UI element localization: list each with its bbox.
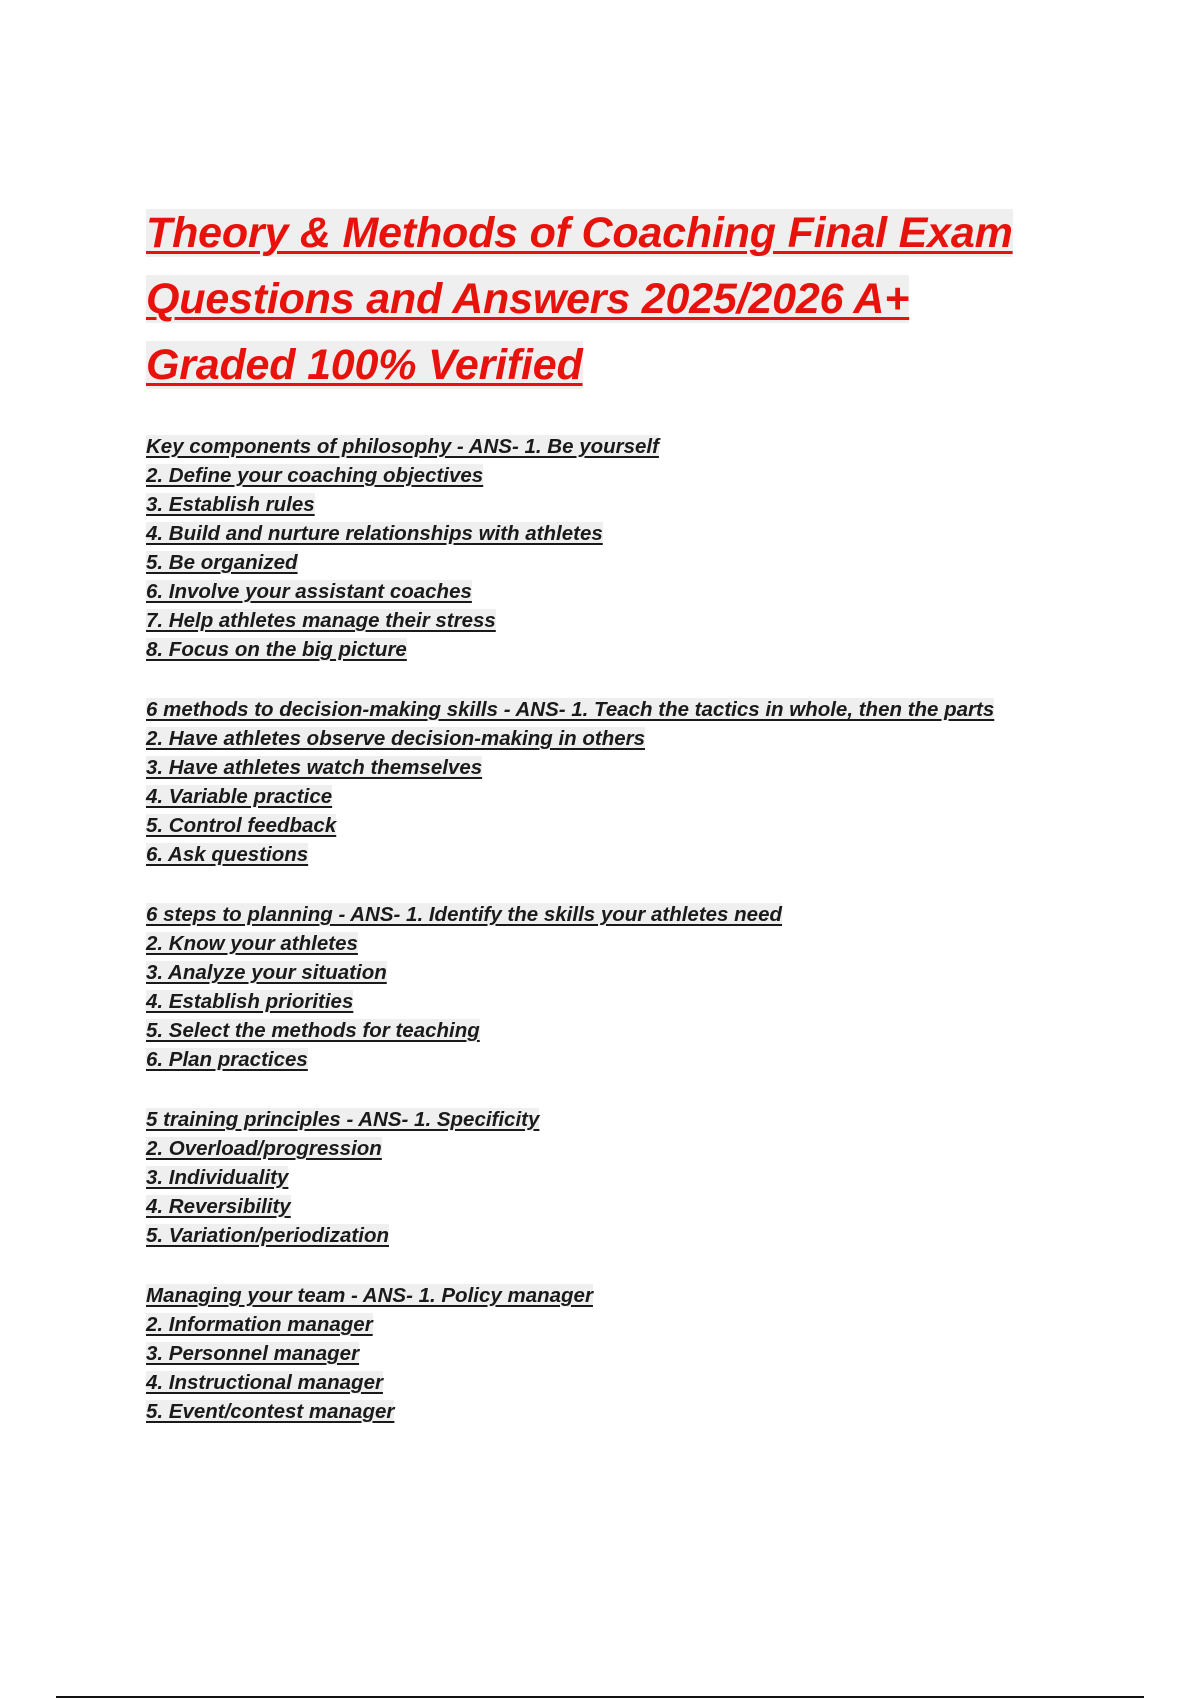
- qa-answer-item: 4. Establish priorities: [146, 990, 354, 1013]
- qa-answer-item: 4. Instructional manager: [146, 1371, 383, 1394]
- qa-answer-item: 6. Involve your assistant coaches: [146, 580, 472, 603]
- qa-answer-item: 3. Establish rules: [146, 493, 315, 516]
- qa-answer-item: 5. Event/contest manager: [146, 1400, 395, 1423]
- qa-answer-item: 4. Reversibility: [146, 1195, 291, 1218]
- qa-answer-item: 7. Help athletes manage their stress: [146, 609, 496, 632]
- qa-question: Managing your team - ANS- 1. Policy manager: [146, 1284, 593, 1307]
- qa-content: [146, 432, 1106, 1457]
- qa-answer-item: 3. Personnel manager: [146, 1342, 360, 1365]
- qa-answer-item: 3. Individuality: [146, 1166, 289, 1189]
- qa-answer-item: 2. Define your coaching objectives: [146, 464, 484, 487]
- qa-question: 6 methods to decision-making skills - ANS- 1. Teach the tactics in whole, then the parts: [146, 698, 995, 721]
- title-line: Questions and Answers 2025/2026 A+: [146, 275, 910, 323]
- title-line: Theory & Methods of Coaching Final Exam: [146, 209, 1013, 257]
- qa-question: 6 steps to planning - ANS- 1. Identify the skills your athletes need: [146, 903, 783, 926]
- qa-answer-item: 5. Be organized: [146, 551, 298, 574]
- qa-block: [146, 695, 1106, 869]
- qa-answer-item: 3. Have athletes watch themselves: [146, 756, 483, 779]
- qa-answer-item: 4. Variable practice: [146, 785, 333, 808]
- qa-answer-item: 5. Select the methods for teaching: [146, 1019, 480, 1042]
- qa-answer-item: 8. Focus on the big picture: [146, 638, 407, 661]
- qa-question: Key components of philosophy - ANS- 1. Be yourself: [146, 435, 659, 458]
- qa-answer-item: 6. Ask questions: [146, 843, 309, 866]
- document-title: [146, 200, 1106, 398]
- qa-block: [146, 900, 1106, 1074]
- qa-answer-item: 3. Analyze your situation: [146, 961, 387, 984]
- qa-answer-item: 2. Know your athletes: [146, 932, 358, 955]
- qa-block: [146, 1281, 1106, 1426]
- qa-answer-item: 6. Plan practices: [146, 1048, 308, 1071]
- qa-answer-item: 2. Information manager: [146, 1313, 373, 1336]
- qa-block: [146, 1105, 1106, 1250]
- qa-question: 5 training principles - ANS- 1. Specificity: [146, 1108, 540, 1131]
- qa-answer-item: 4. Build and nurture relationships with athletes: [146, 522, 603, 545]
- qa-block: [146, 432, 1106, 664]
- title-line: Graded 100% Verified: [146, 341, 583, 389]
- qa-answer-item: 2. Overload/progression: [146, 1137, 382, 1160]
- footer-divider: [56, 1696, 1144, 1698]
- qa-answer-item: 2. Have athletes observe decision-making in others: [146, 727, 646, 750]
- qa-answer-item: 5. Control feedback: [146, 814, 337, 837]
- qa-answer-item: 5. Variation/periodization: [146, 1224, 389, 1247]
